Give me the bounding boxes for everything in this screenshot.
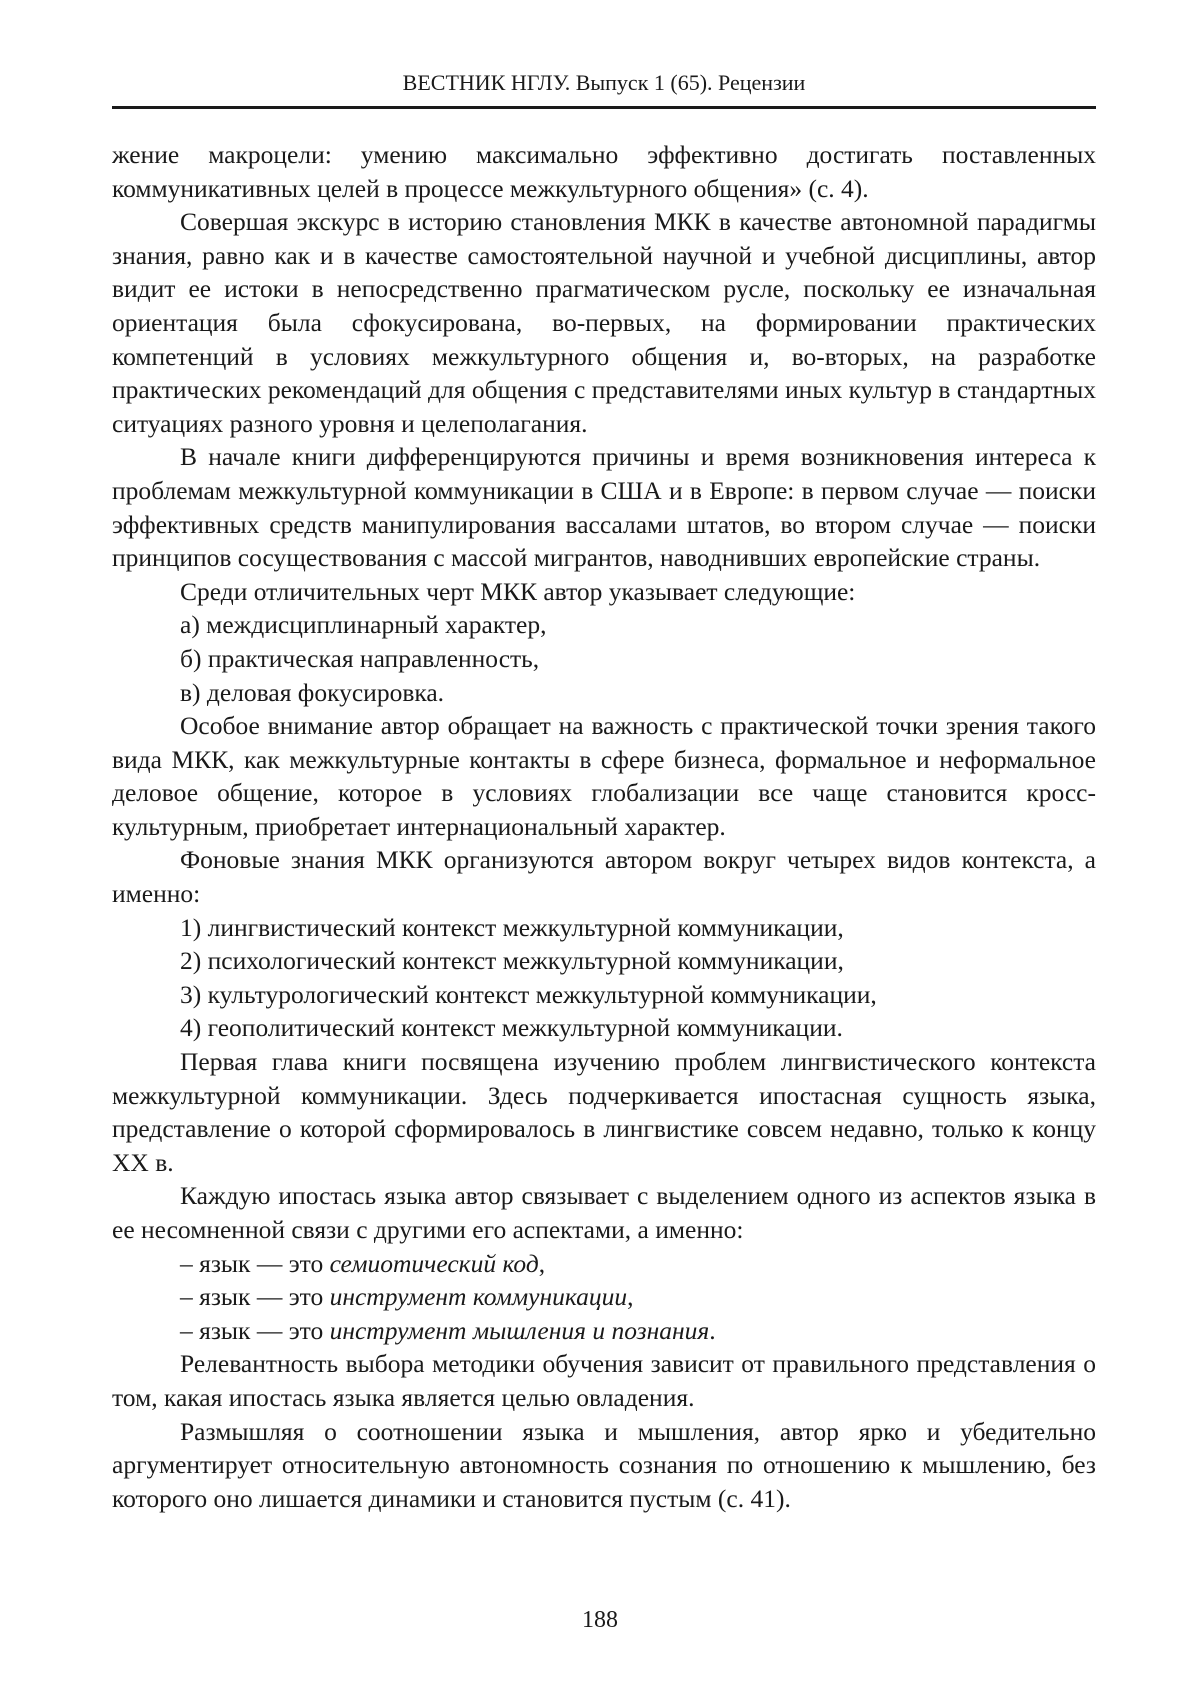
dash-prefix: – язык — это [180, 1248, 330, 1278]
list-item-feature-b: б) практическая направленность, [180, 643, 540, 673]
emphasis-term: инструмент коммуникации [329, 1282, 628, 1312]
running-header [112, 70, 1096, 109]
dash-prefix: – язык — это [180, 1315, 330, 1345]
paragraph-relevance: Релевантность выбора методики обучения зависит от правильного представления о том, какая ипостась языка является целью овладения. [112, 1349, 1096, 1412]
emphasis-term: семиотический код [329, 1248, 539, 1278]
list-item-hypostasis-2 [112, 1280, 1096, 1314]
emphasis-term: инструмент мышления и познания [329, 1315, 710, 1345]
paragraph-hypostases: Каждую ипостась языка автор связывает с выделением одного из аспектов языка в ее несомненной связи с другими его аспектами, а именно: [112, 1181, 1096, 1244]
paragraph-features-intro: Среди отличительных черт МКК автор указывает следующие: [180, 576, 856, 606]
list-item-feature-a: а) междисциплинарный характер, [180, 610, 547, 640]
journal-title: ВЕСТНИК НГЛУ. Выпуск 1 (65). Рецензии [402, 70, 806, 95]
list-item-context-1: 1) лингвистический контекст межкультурной коммуникации, [180, 912, 844, 942]
punctuation: , [538, 1248, 546, 1278]
paragraph-history: Совершая экскурс в историю становления МКК в качестве автономной парадигмы знания, равно как и в качестве самостоятельной научной и учебной дисциплины, автор видит ее истоки в непосредственно прагматическом русле, поскольку ее изначальная ориентация была сфокусирована, во-первых, на формировании практических компетенций в условиях межкультурного общения и, во-вторых, на разработке практических рекомендаций для общения с представителями иных культур в стандартных ситуациях разного уровня и целеполагания. [112, 207, 1096, 438]
paragraph-language-thought: Размышляя о соотношении языка и мышления, автор ярко и убедительно аргументирует относительную автономность сознания по отношению к мышлению, без которого оно лишается динамики и становится пустым (с. 41). [112, 1416, 1096, 1513]
paragraph-first-chapter: Первая глава книги посвящена изучению проблем лингвистического контекста межкультурной коммуникации. Здесь подчеркивается ипостасная сущность языка, представление о которой сформировалось в лингвистике совсем недавно, только к концу XX в. [112, 1047, 1096, 1177]
paragraph-continuation: жение макроцели: умению максимально эффективно достигать поставленных коммуникативных целей в процессе межкультурного общения» (с. 4). [112, 140, 1096, 203]
list-item-context-4: 4) геополитический контекст межкультурной коммуникации. [180, 1013, 843, 1043]
dash-prefix: – язык — это [180, 1282, 330, 1312]
paragraph-business: Особое внимание автор обращает на важность с практической точки зрения такого вида МКК, как межкультурные контакты в сфере бизнеса, формальное и неформальное деловое общение, которое в условиях глобализации все чаще становится кросс-культурным, приобретает интернациональный характер. [112, 711, 1096, 841]
punctuation: . [709, 1315, 716, 1345]
paragraph-contexts-intro: Фоновые знания МКК организуются автором вокруг четырех видов контекста, а именно: [112, 845, 1096, 909]
list-item-hypostasis-3 [112, 1314, 1096, 1348]
paragraph-usa-europe: В начале книги дифференцируются причины и время возникновения интереса к проблемам межкультурной коммуникации в США и в Европе: в первом случае — поиски эффективных средств манипулирования вассалами штатов, во втором случае — поиски принципов сосуществования с массой мигрантов, наводнивших европейские страны. [112, 442, 1096, 573]
list-item-feature-c: в) деловая фокусировка. [180, 677, 445, 707]
article-body [112, 138, 1096, 1515]
list-item-context-2: 2) психологический контекст межкультурной коммуникации, [180, 946, 844, 976]
page-number: 188 [582, 1607, 618, 1633]
punctuation: , [627, 1282, 634, 1312]
list-item-hypostasis-1 [112, 1247, 1096, 1281]
list-item-context-3: 3) культурологический контекст межкультурной коммуникации, [180, 979, 877, 1009]
